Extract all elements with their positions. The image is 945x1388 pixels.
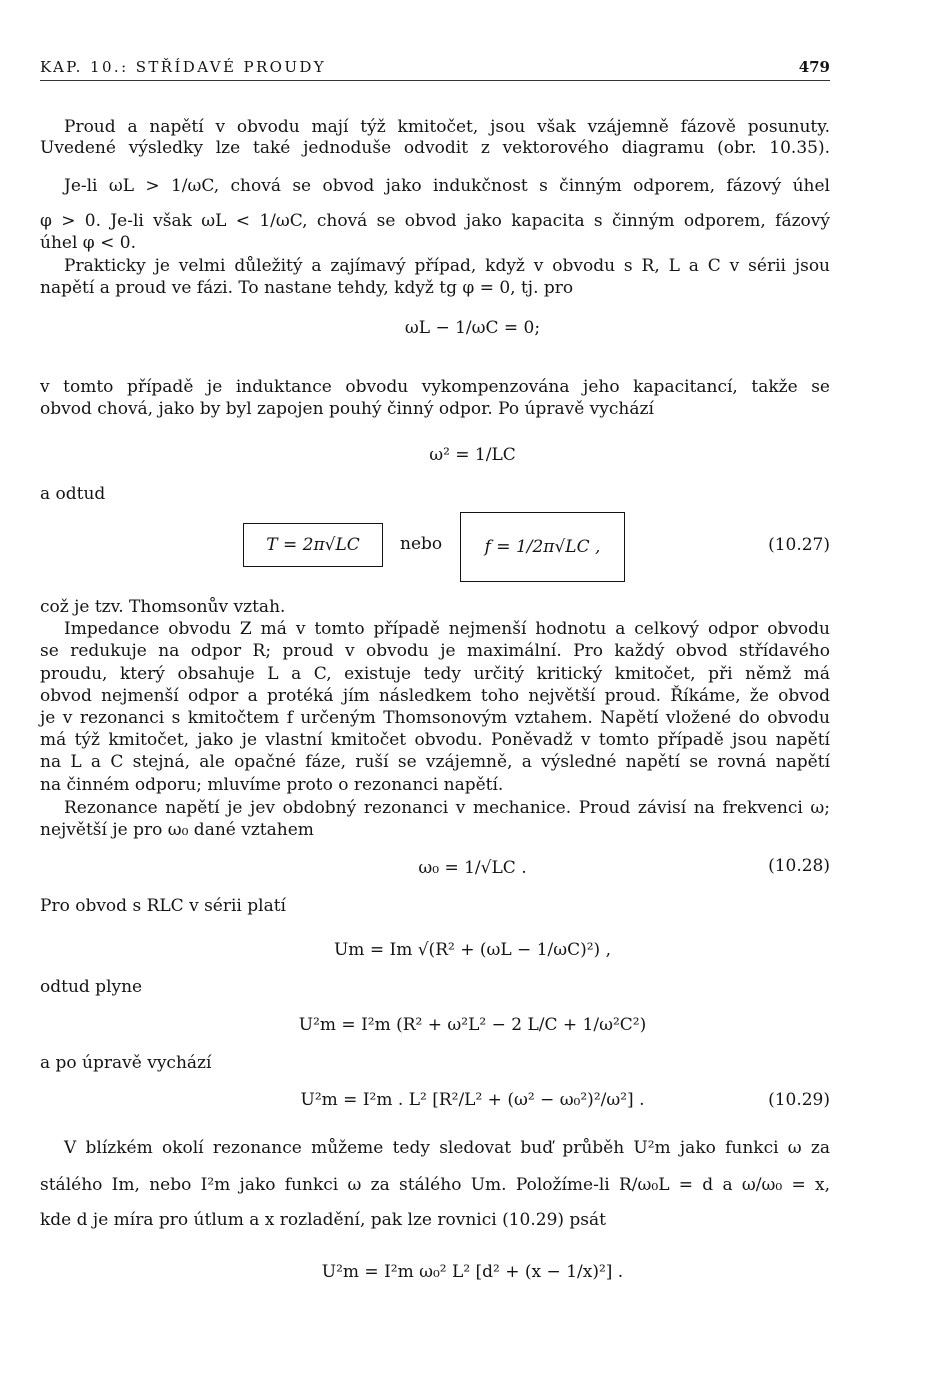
paragraph-line: proudu, který obsahuje L a C, existuje tedy určitý kritický kmitočet, při němž má — [40, 664, 830, 684]
chapter-title: KAP. 10.: STŘÍDAVÉ PROUDY — [40, 58, 327, 76]
equation-omega-squared: ω² = 1/LC — [429, 445, 516, 465]
paragraph-line: na L a C stejná, ale opačné fáze, ruší se vzájemně, a výsledné napětí se rovná napětí — [40, 752, 830, 772]
nebo-label: nebo — [400, 534, 443, 554]
paragraph-line: stálého Im, nebo I²m jako funkci ω za stálého Um. Položíme-li R/ω₀L = d a ω/ω₀ = x, — [40, 1175, 830, 1195]
paragraph-line: Uvedené výsledky lze také jednoduše odvodit z vektorového diagramu (obr. 10.35). — [40, 138, 830, 158]
paragraph-line: a po úpravě vychází — [40, 1053, 212, 1073]
paragraph-line: obvod chová, jako by byl zapojen pouhý činný odpor. Po úpravě vychází — [40, 399, 654, 419]
paragraph-line: je v rezonanci s kmitočtem f určeným Thomsonovým vztahem. Napětí vložené do obvodu — [40, 708, 830, 728]
paragraph-line: a odtud — [40, 484, 106, 504]
paragraph-line: obvod nejmenší odpor a protéká jím následkem toho největší proud. Říkáme, že obvod — [40, 686, 830, 706]
page-number: 479 — [798, 58, 830, 76]
paragraph-line: má týž kmitočet, jako je vlastní kmitočet obvodu. Poněvadž v tomto případě jsou napětí — [40, 730, 830, 750]
paragraph-line: Prakticky je velmi důležitý a zajímavý případ, když v obvodu s R, L a C v sérii jsou — [64, 256, 830, 276]
paragraph-line: napětí a proud ve fázi. To nastane tehdy, když tg φ = 0, tj. pro — [40, 278, 574, 298]
paragraph-line: φ > 0. Je-li však ωL < 1/ωC, chová se obvod jako kapacita s činným odporem, fázový — [40, 211, 830, 231]
equation-thomson-frequency: f = 1/2π√LC , — [484, 537, 601, 557]
equation-number: (10.29) — [768, 1090, 830, 1110]
equation-thomson-period: T = 2π√LC — [266, 535, 360, 555]
equation-um-squared-reduced: U²m = I²m . L² [R²/L² + (ω² − ω₀²)²/ω²] . — [300, 1090, 645, 1110]
paragraph-line: největší je pro ω₀ dané vztahem — [40, 820, 314, 840]
equation-um: Um = Im √(R² + (ωL − 1/ωC)²) , — [333, 940, 611, 960]
paragraph-line: Proud a napětí v obvodu mají týž kmitočet, jsou však vzájemně fázově posunuty. — [64, 117, 830, 137]
equation-um-squared-final: U²m = I²m ω₀² L² [d² + (x − 1/x)²] . — [321, 1262, 624, 1282]
equation-omega-zero: ω₀ = 1/√LC . — [418, 858, 527, 878]
paragraph-line: v tomto případě je induktance obvodu vykompenzována jeho kapacitancí, takže se — [40, 377, 830, 397]
paragraph-line: odtud plyne — [40, 977, 143, 997]
paragraph-line: což je tzv. Thomsonův vztah. — [40, 597, 286, 617]
paragraph-line: V blízkém okolí rezonance můžeme tedy sledovat buď průběh U²m jako funkci ω za — [64, 1138, 830, 1158]
page-header — [40, 58, 830, 81]
thomson-frequency-box — [460, 512, 625, 582]
equation-number: (10.28) — [768, 856, 830, 876]
equation-resonance-condition: ωL − 1/ωC = 0; — [404, 318, 541, 338]
equation-um-squared: U²m = I²m (R² + ω²L² − 2 L/C + 1/ω²C²) — [298, 1015, 647, 1035]
paragraph-line: na činném odporu; mluvíme proto o rezonanci napětí. — [40, 775, 504, 795]
paragraph-line: Je-li ωL > 1/ωC, chová se obvod jako indukčnost s činným odporem, fázový úhel — [64, 176, 830, 196]
paragraph-line: kde d je míra pro útlum a x rozladění, pak lze rovnici (10.29) psát — [40, 1210, 606, 1230]
paragraph-line: Impedance obvodu Z má v tomto případě nejmenší hodnotu a celkový odpor obvodu — [64, 619, 830, 639]
equation-number: (10.27) — [768, 535, 830, 555]
paragraph-line: Pro obvod s RLC v sérii platí — [40, 896, 286, 916]
paragraph-line: se redukuje na odpor R; proud v obvodu je maximální. Pro každý obvod střídavého — [40, 641, 830, 661]
paragraph-line: úhel φ < 0. — [40, 233, 136, 253]
paragraph-line: Rezonance napětí je jev obdobný rezonanci v mechanice. Proud závisí na frekvenci ω; — [64, 798, 830, 818]
thomson-period-box — [243, 523, 383, 567]
